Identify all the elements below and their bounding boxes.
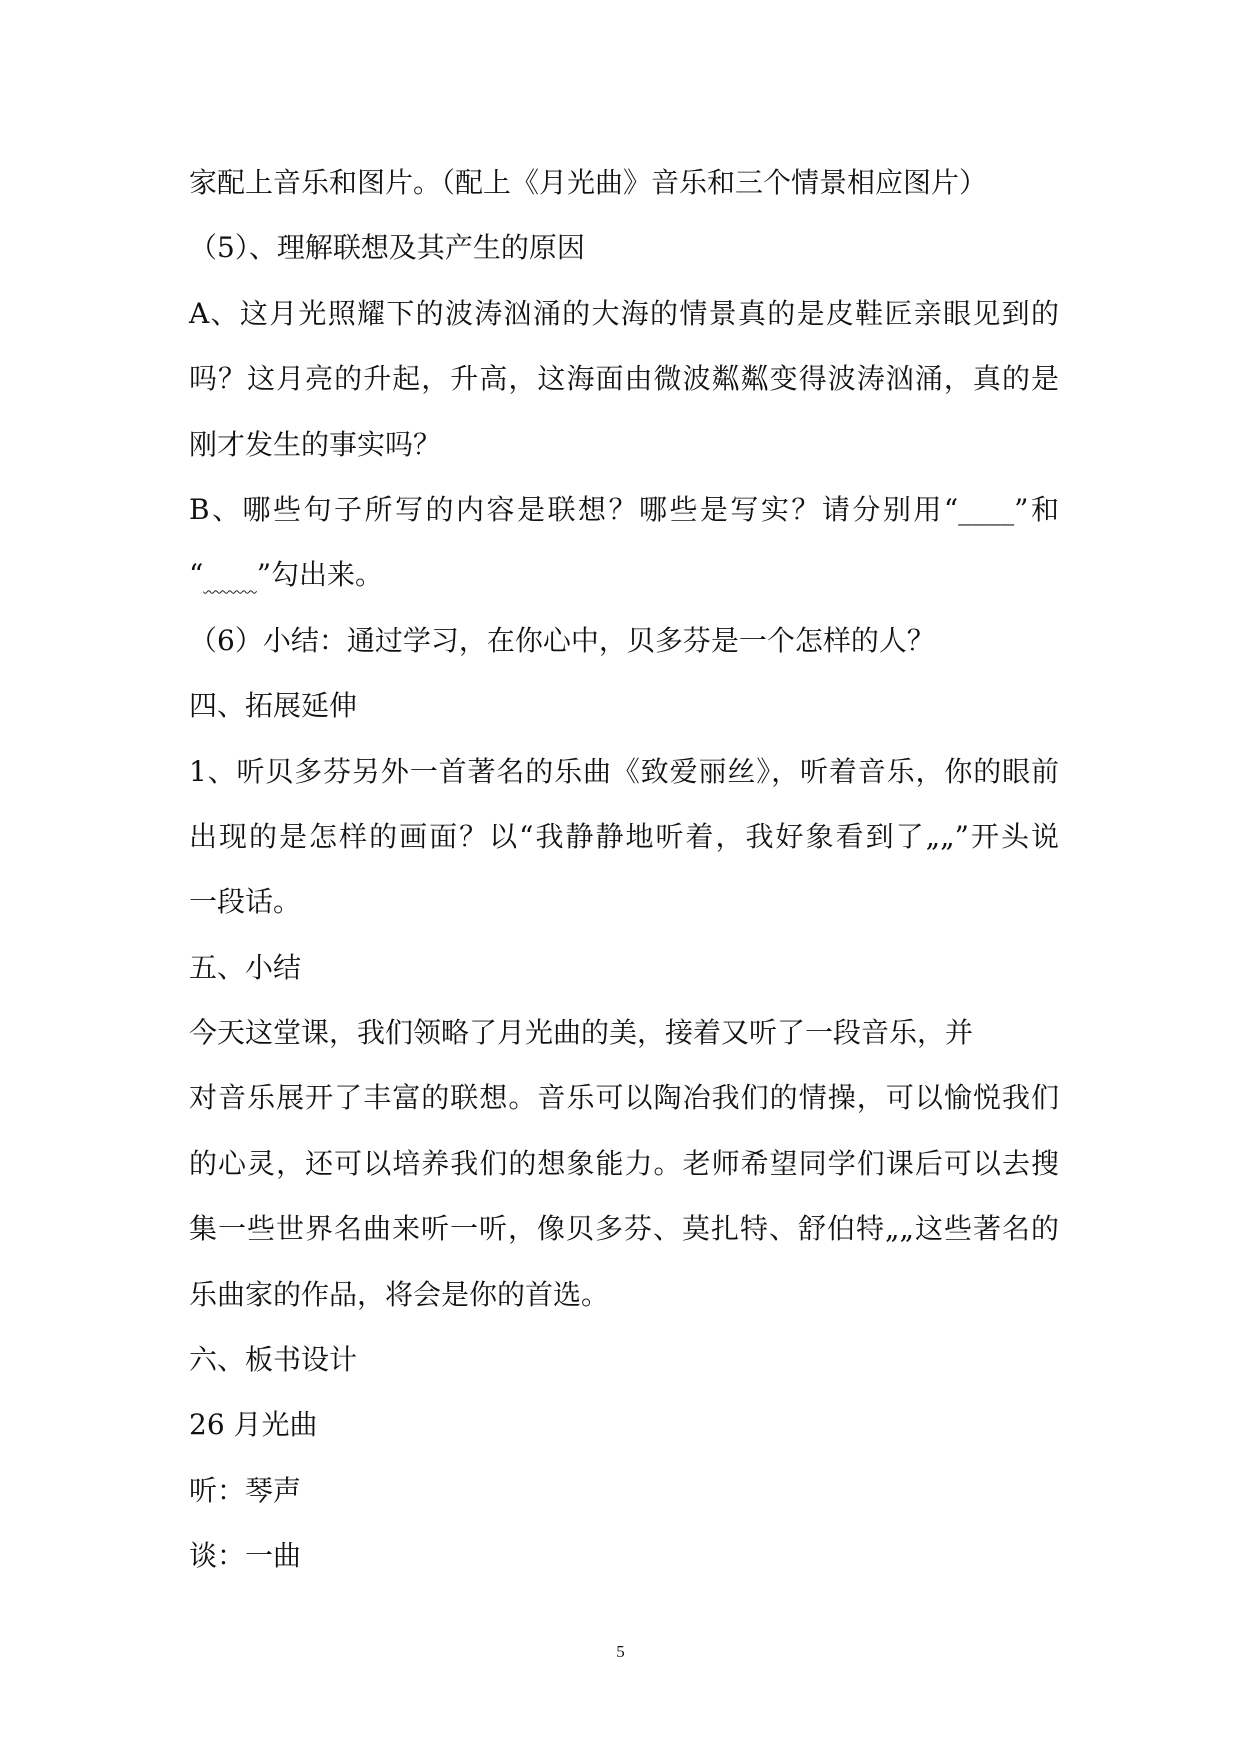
question-b-line-end: ”勾出来。 — [256, 558, 384, 592]
extension-task-line: 1、听贝多芬另外一首著名的乐曲《致爱丽丝》，听着音乐，你的眼前 — [189, 754, 1059, 788]
question-a-line: 刚才发生的事实吗？ — [189, 427, 442, 461]
summary-paragraph-line: 今天这堂课，我们领略了月光曲的美，接着又听了一段音乐，并 — [189, 1016, 974, 1050]
open-quote: “ — [189, 558, 204, 592]
summary-paragraph-line: 对音乐展开了丰富的联想。音乐可以陶冶我们的情操，可以愉悦我们 — [189, 1081, 1059, 1115]
document-body — [189, 150, 1059, 1589]
question-b-line — [189, 542, 1059, 607]
summary-paragraph-line: 的心灵，还可以培养我们的想象能力。老师希望同学们课后可以去搜 — [189, 1146, 1059, 1180]
summary-paragraph-line: 集一些世界名曲来听一听，像贝多芬、莫扎特、舒伯特„„这些著名的 — [189, 1212, 1059, 1246]
summary-question-line: （6）小结：通过学习，在你心中，贝多芬是一个怎样的人？ — [189, 623, 935, 657]
page-number: 5 — [616, 1642, 625, 1661]
question-a-line: 吗？这月亮的升起，升高，这海面由微波粼粼变得波涛汹涌，真的是 — [189, 362, 1059, 396]
extension-task-line: 一段话。 — [189, 885, 302, 919]
subsection-heading: （5）、理解联想及其产生的原因 — [189, 231, 585, 265]
section-heading: 五、小结 — [189, 950, 302, 984]
section-heading: 六、板书设计 — [189, 1343, 358, 1377]
board-design-item: 听：琴声 — [189, 1473, 302, 1507]
question-a-line: A、这月光照耀下的波涛汹涌的大海的情景真的是皮鞋匠亲眼见到的 — [189, 296, 1059, 330]
question-b-line: B、哪些句子所写的内容是联想？哪些是写实？请分别用“____”和 — [189, 492, 1059, 526]
summary-paragraph-line: 乐曲家的作品，将会是你的首选。 — [189, 1277, 610, 1311]
board-design-item: 谈：一曲 — [189, 1539, 302, 1573]
section-heading: 四、拓展延伸 — [189, 689, 358, 723]
extension-task-line: 出现的是怎样的画面？以“我静静地听着，我好象看到了„„”开头说 — [189, 819, 1059, 853]
body-text-line: 家配上音乐和图片。（配上《月光曲》音乐和三个情景相应图片） — [189, 166, 988, 199]
board-design-title: 26 月光曲 — [189, 1408, 318, 1442]
wavy-underline-blank — [203, 558, 256, 591]
